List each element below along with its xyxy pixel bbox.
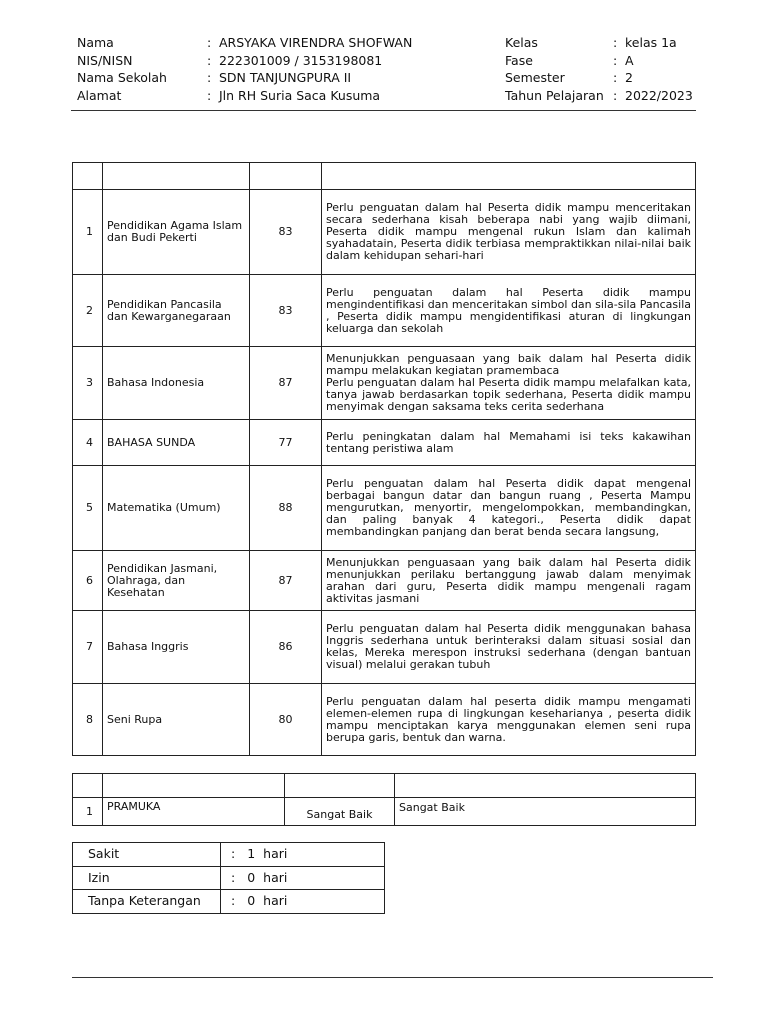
score: 80 xyxy=(250,684,322,756)
extracurricular-table xyxy=(72,773,696,826)
field-label: Semester xyxy=(505,70,565,86)
description: Menunjukkan penguasaan yang baik dalam hal Peserta didik menunjukkan perilaku bertanggung jawab dalam menyimak arahan dari guru, Peserta didik mampu mengenali ragam aktivitas jasmani xyxy=(322,551,696,611)
colon: : xyxy=(231,869,236,885)
attendance-count: 0 xyxy=(247,893,256,909)
grades-table xyxy=(72,162,696,756)
grades-header-row xyxy=(73,163,696,190)
table-row xyxy=(73,466,696,551)
row-number: 3 xyxy=(73,347,103,420)
subject-name: Matematika (Umum) xyxy=(103,466,250,551)
field-label: Nama Sekolah xyxy=(77,70,167,86)
header-cell xyxy=(73,774,103,798)
colon: : xyxy=(207,52,212,68)
field-value: kelas 1a xyxy=(625,35,677,51)
info-row-school xyxy=(77,69,412,87)
info-row-phase xyxy=(505,52,693,70)
attendance-unit: hari xyxy=(263,869,288,885)
info-row-class xyxy=(505,34,693,52)
attendance-label: Sakit xyxy=(73,843,221,867)
field-value: 2022/2023 xyxy=(625,87,693,103)
description: Perlu penguatan dalam hal peserta didik mampu mengamati elemen-elemen rupa di lingkungan keseharianya , peserta didik mampu menciptakan karya menggunakan elemen seni rupa berupa garis, bentuk dan warna. xyxy=(322,684,696,756)
row-number: 4 xyxy=(73,420,103,466)
table-row xyxy=(73,684,696,756)
table-row xyxy=(73,190,696,275)
row-number: 6 xyxy=(73,551,103,611)
extracurricular-header-row xyxy=(73,774,696,798)
field-value: ARSYAKA VIRENDRA SHOFWAN xyxy=(219,35,413,51)
field-label: Tahun Pelajaran xyxy=(505,87,604,103)
colon: : xyxy=(613,70,618,86)
score: 88 xyxy=(250,466,322,551)
attendance-row-permit xyxy=(73,866,385,890)
field-value: 2 xyxy=(625,70,633,86)
attendance-row-sick xyxy=(73,843,385,867)
field-label: Nama xyxy=(77,35,114,51)
colon: : xyxy=(613,35,618,51)
attendance-value xyxy=(221,866,385,890)
subject-name: Bahasa Indonesia xyxy=(103,347,250,420)
attendance-label: Izin xyxy=(73,866,221,890)
colon: : xyxy=(207,35,212,51)
header-divider xyxy=(71,110,696,111)
description: Perlu penguatan dalam hal Peserta didik dapat mengenal berbagai bangun datar dan bangun ruang , Peserta Mampu mengurutkan, menyortir, mengelompokkan, membandingkan, dan paling banyak 4 kategori., Peserta didik dapat membandingkan panjang dan berat benda secara langsung, xyxy=(322,466,696,551)
subject-name: Seni Rupa xyxy=(103,684,250,756)
attendance-count: 0 xyxy=(247,869,256,885)
field-value: SDN TANJUNGPURA II xyxy=(219,70,352,86)
info-row-address xyxy=(77,87,412,105)
student-info-right xyxy=(505,34,693,104)
attendance-label: Tanpa Keterangan xyxy=(73,890,221,914)
field-label: Fase xyxy=(505,52,533,68)
field-label: NIS/NISN xyxy=(77,52,133,68)
table-row xyxy=(73,551,696,611)
info-row-nama xyxy=(77,34,412,52)
field-value: A xyxy=(625,52,634,68)
header-cell xyxy=(103,774,285,798)
table-row xyxy=(73,420,696,466)
attendance-unit: hari xyxy=(263,893,288,909)
row-number: 5 xyxy=(73,466,103,551)
header-cell xyxy=(322,163,696,190)
attendance-table xyxy=(72,842,385,914)
table-row xyxy=(73,347,696,420)
row-number: 2 xyxy=(73,275,103,347)
score: 87 xyxy=(250,551,322,611)
subject-name: BAHASA SUNDA xyxy=(103,420,250,466)
header-cell xyxy=(250,163,322,190)
attendance-count: 1 xyxy=(247,846,256,862)
field-label: Kelas xyxy=(505,35,538,51)
subject-name: Pendidikan Agama Islam dan Budi Pekerti xyxy=(103,190,250,275)
attendance-value xyxy=(221,843,385,867)
colon: : xyxy=(613,52,618,68)
field-value: Jln RH Suria Saca Kusuma xyxy=(219,87,381,103)
info-row-nis xyxy=(77,52,412,70)
colon: : xyxy=(207,87,212,103)
colon: : xyxy=(207,70,212,86)
table-row xyxy=(73,798,696,826)
header-cell xyxy=(395,774,696,798)
header-cell xyxy=(73,163,103,190)
field-value: 222301009 / 3153198081 xyxy=(219,52,383,68)
attendance-row-absent xyxy=(73,890,385,914)
info-row-year xyxy=(505,87,693,105)
row-number: 7 xyxy=(73,611,103,684)
subject-name: Bahasa Inggris xyxy=(103,611,250,684)
score: 87 xyxy=(250,347,322,420)
colon: : xyxy=(231,893,236,909)
colon: : xyxy=(613,87,618,103)
score: 86 xyxy=(250,611,322,684)
attendance-value xyxy=(221,890,385,914)
row-number: 8 xyxy=(73,684,103,756)
activity-name: PRAMUKA xyxy=(103,798,285,826)
description: Perlu peningkatan dalam hal Memahami isi teks kakawihan tentang peristiwa alam xyxy=(322,420,696,466)
score: 83 xyxy=(250,275,322,347)
score: 83 xyxy=(250,190,322,275)
header-cell xyxy=(103,163,250,190)
student-info-left xyxy=(77,34,412,104)
subject-name: Pendidikan Jasmani, Olahraga, dan Kesehatan xyxy=(103,551,250,611)
description: Menunjukkan penguasaan yang baik dalam hal Peserta didik mampu melakukan kegiatan pramembaca Perlu penguatan dalam hal Peserta didik mampu melafalkan kata, tanya jawab berdasarkan topik sederhana, Peserta didik mampu menyimak dengan saksama teks cerita sederhana xyxy=(322,347,696,420)
footer-divider xyxy=(72,977,713,978)
description: Perlu penguatan dalam hal Peserta didik mampu menceritakan secara sederhana kisah beberapa nabi yang wajib diimani, Peserta didik mampu mengenal rukun Islam dan kalimah syahadatain, Peserta didik terbiasa mempraktikkan nilai-nilai baik dalam kehidupan sehari-hari xyxy=(322,190,696,275)
activity-predicate: Sangat Baik xyxy=(285,798,395,826)
description: Perlu penguatan dalam hal Peserta didik mampu mengindentifikasi dan menceritakan simbol dan sila-sila Pancasila , Peserta didik mampu mengidentifikasi aturan di lingkungan keluarga dan sekolah xyxy=(322,275,696,347)
row-number: 1 xyxy=(73,798,103,826)
header-cell xyxy=(285,774,395,798)
row-number: 1 xyxy=(73,190,103,275)
table-row xyxy=(73,611,696,684)
activity-note: Sangat Baik xyxy=(395,798,696,826)
table-row xyxy=(73,275,696,347)
score: 77 xyxy=(250,420,322,466)
info-row-semester xyxy=(505,69,693,87)
subject-name: Pendidikan Pancasila dan Kewarganegaraan xyxy=(103,275,250,347)
colon: : xyxy=(231,846,236,862)
attendance-unit: hari xyxy=(263,846,288,862)
field-label: Alamat xyxy=(77,87,122,103)
description: Perlu penguatan dalam hal Peserta didik menggunakan bahasa Inggris sederhana untuk berinteraksi dalam situasi sosial dan kelas, Mereka merespon instruksi sederhana (dengan bantuan visual) melalui gerakan tubuh xyxy=(322,611,696,684)
